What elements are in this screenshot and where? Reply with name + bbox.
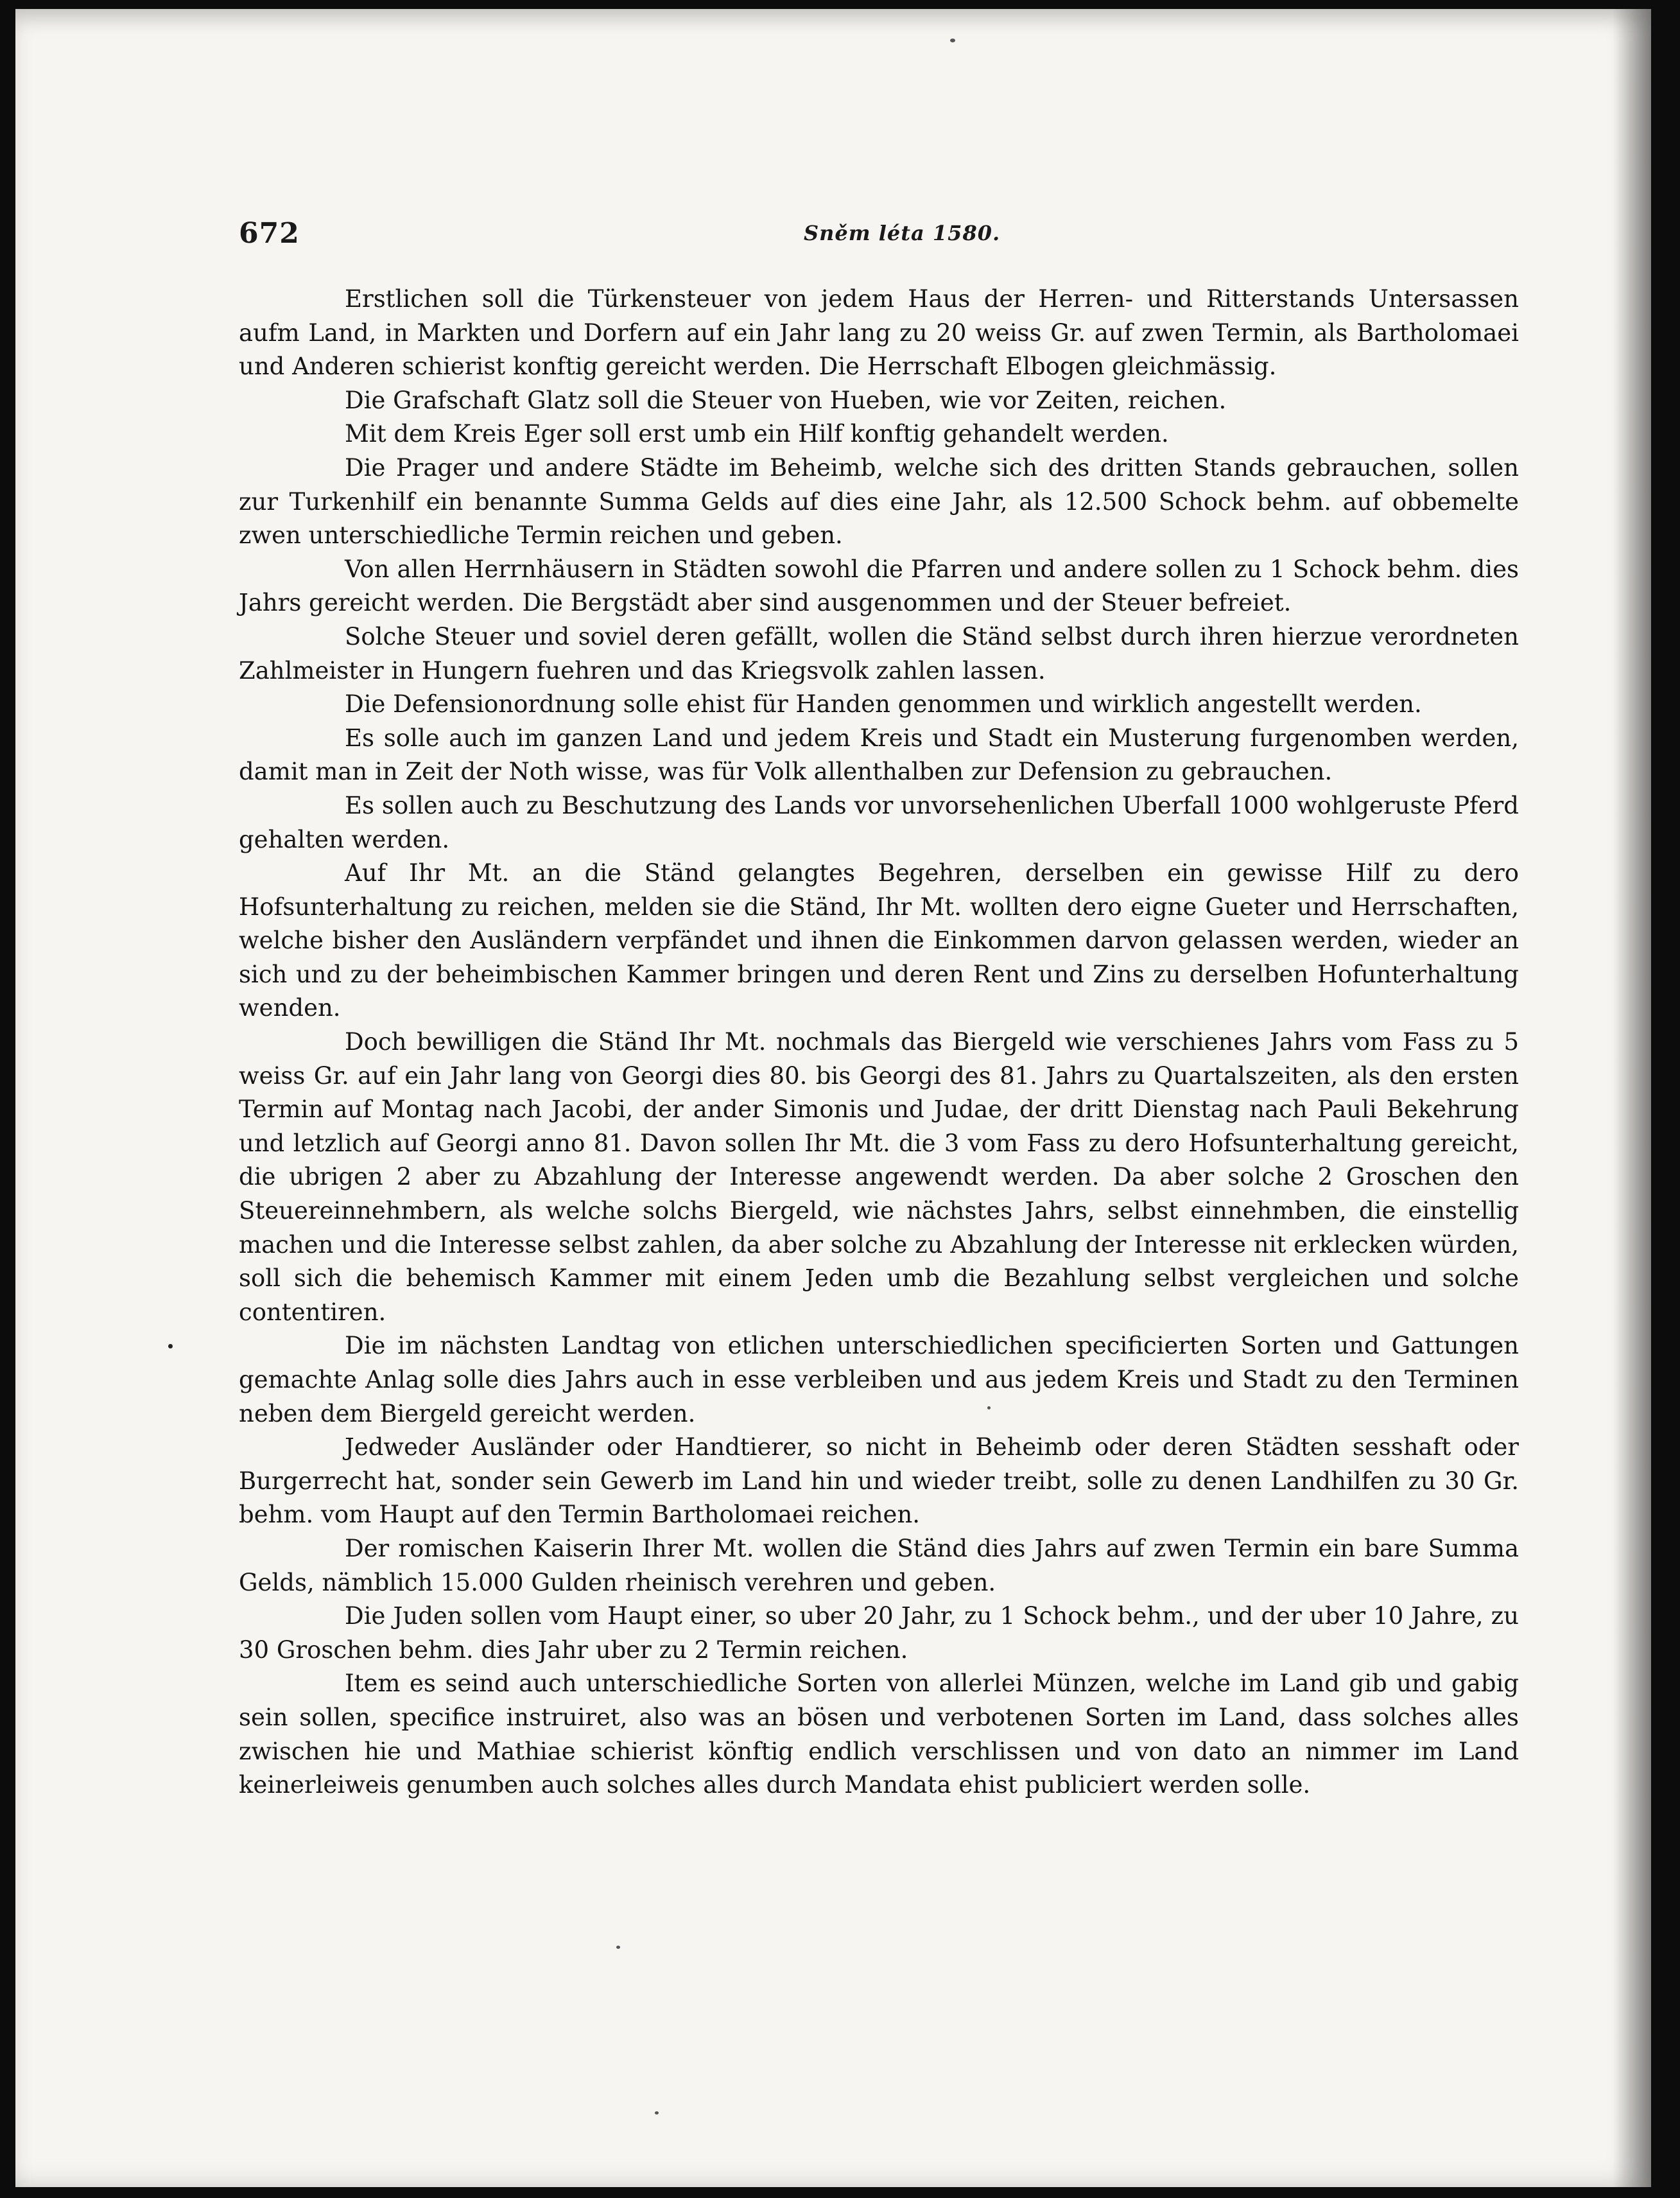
scan-speck — [616, 1946, 620, 1949]
paragraph: Die Prager und andere Städte im Beheimb, welche sich des dritten Stands gebrauchen, sollen zur Turkenhilf ein benannte Summa Gelds auf dies eine Jahr, als 12.500 Schock behm. auf obbemelte zwen unterschiedliche Termin reichen und geben. — [239, 453, 1519, 550]
paragraph: Die Defensionordnung solle ehist für Handen genommen und wirklich angestellt werden. — [345, 690, 1422, 719]
paragraph: Mit dem Kreis Eger soll erst umb ein Hilf konftig gehandelt werden. — [345, 420, 1169, 448]
paragraph: Der romischen Kaiserin Ihrer Mt. wollen die Ständ dies Jahrs auf zwen Termin ein bare Summa Gelds, nämblich 15.000 Gulden rheinisch verehren und geben. — [239, 1534, 1519, 1596]
paragraph: Erstlichen soll die Türkensteuer von jedem Haus der Herren- und Ritterstands Untersassen aufm Land, in Markten und Dorfern auf ein Jahr lang zu 20 weiss Gr. auf zwen Termin, als Bartholomaei und Anderen schierist konftig gereicht werden. Die Herrschaft Elbogen gleichmässig. — [239, 285, 1519, 381]
paragraph: Von allen Herrnhäusern in Städten sowohl die Pfarren und andere sollen zu 1 Schock behm. dies Jahrs gereicht werden. Die Bergstädt aber sind ausgenommen und der Steuer befreiet. — [239, 555, 1519, 617]
margin-dot — [168, 1344, 173, 1348]
paragraph: Es sollen auch zu Beschutzung des Lands vor unvorsehenlichen Uberfall 1000 wohlgeruste Pferd gehalten werden. — [239, 791, 1519, 853]
scan-speck — [950, 39, 955, 42]
paragraph: Die im nächsten Landtag von etlichen unterschiedlichen specificierten Sorten und Gattungen gemachte Anlag solle dies Jahrs auch in esse verbleiben und aus jedem Kreis und Stadt zu den Terminen neben dem Biergeld gereicht werden. — [239, 1332, 1519, 1427]
paragraph: Die Juden sollen vom Haupt einer, so uber 20 Jahr, zu 1 Schock behm., und der uber 10 Jahre, zu 30 Groschen behm. dies Jahr uber zu 2 Termin reichen. — [239, 1602, 1519, 1664]
page-number: 672 — [239, 217, 300, 250]
paragraph: Die Grafschaft Glatz soll die Steuer von Hueben, wie vor Zeiten, reichen. — [345, 386, 1227, 414]
paragraph: Auf Ihr Mt. an die Ständ gelangtes Begehren, derselben ein gewisse Hilf zu dero Hofsunterhaltung zu reichen, melden sie die Ständ, Ihr Mt. wollten dero eigne Gueter und Herrschaften, welche bisher den Ausländern verpfändet und ihnen die Einkommen darvon gelassen werden, wieder an sich und zu der beheimbischen Kammer bringen und deren Rent und Zins zu derselben Hofunterhaltung wenden. — [239, 859, 1519, 1022]
paragraph: Jedweder Ausländer oder Handtierer, so nicht in Beheimb oder deren Städten sesshaft oder Burgerrecht hat, sonder sein Gewerb im Land hin und wieder treibt, solle zu denen Landhilfen zu 30 Gr. behm. vom Haupt auf den Termin Bartholomaei reichen. — [239, 1433, 1519, 1529]
page-edge-shadow — [1613, 9, 1651, 2187]
body-text — [239, 283, 1519, 1802]
running-head: Sněm léta 1580. — [804, 221, 1001, 245]
paragraph: Doch bewilligen die Ständ Ihr Mt. nochmals das Biergeld wie verschienes Jahrs vom Fass zu 5 weiss Gr. auf ein Jahr lang von Georgi dies 80. bis Georgi des 81. Jahrs zu Quartalszeiten, als den ersten Termin auf Montag nach Jacobi, der ander Simonis und Judae, der dritt Dienstag nach Pauli Bekehrung und letzlich auf Georgi anno 81. Davon sollen Ihr Mt. die 3 vom Fass zu dero Hofsunterhaltung gereicht, die ubrigen 2 aber zu Abzahlung der Interesse angewendt werden. Da aber solche 2 Groschen den Steuereinnehmbern, als welche solchs Biergeld, wie nächstes Jahrs, selbst einnehmben, die einstellig machen und die Interesse selbst zahlen, da aber solche zu Abzahlung der Interesse nit erklecken würden, soll sich die behemisch Kammer mit einem Jeden umb die Bezahlung selbst vergleichen und solche contentiren. — [239, 1028, 1519, 1326]
paragraph: Item es seind auch unterschiedliche Sorten von allerlei Münzen, welche im Land gib und gabig sein sollen, specifice instruiret, also was an bösen und verbotenen Sorten im Land, dass solches alles zwischen hie und Mathiae schierist könftig endlich verschlissen und von dato an nimmer im Land keinerleiweis genumben auch solches alles durch Mandata ehist publiciert werden solle. — [239, 1670, 1519, 1799]
paragraph: Es solle auch im ganzen Land und jedem Kreis und Stadt ein Musterung furgenomben werden, damit man in Zeit der Noth wisse, was für Volk allenthalben zur Defension zu gebrauchen. — [239, 724, 1519, 786]
scan-speck — [655, 2111, 659, 2115]
page-header — [239, 217, 1516, 256]
paragraph: Solche Steuer und soviel deren gefällt, wollen die Ständ selbst durch ihren hierzue verordneten Zahlmeister in Hungern fuehren und das Kriegsvolk zahlen lassen. — [239, 622, 1519, 685]
